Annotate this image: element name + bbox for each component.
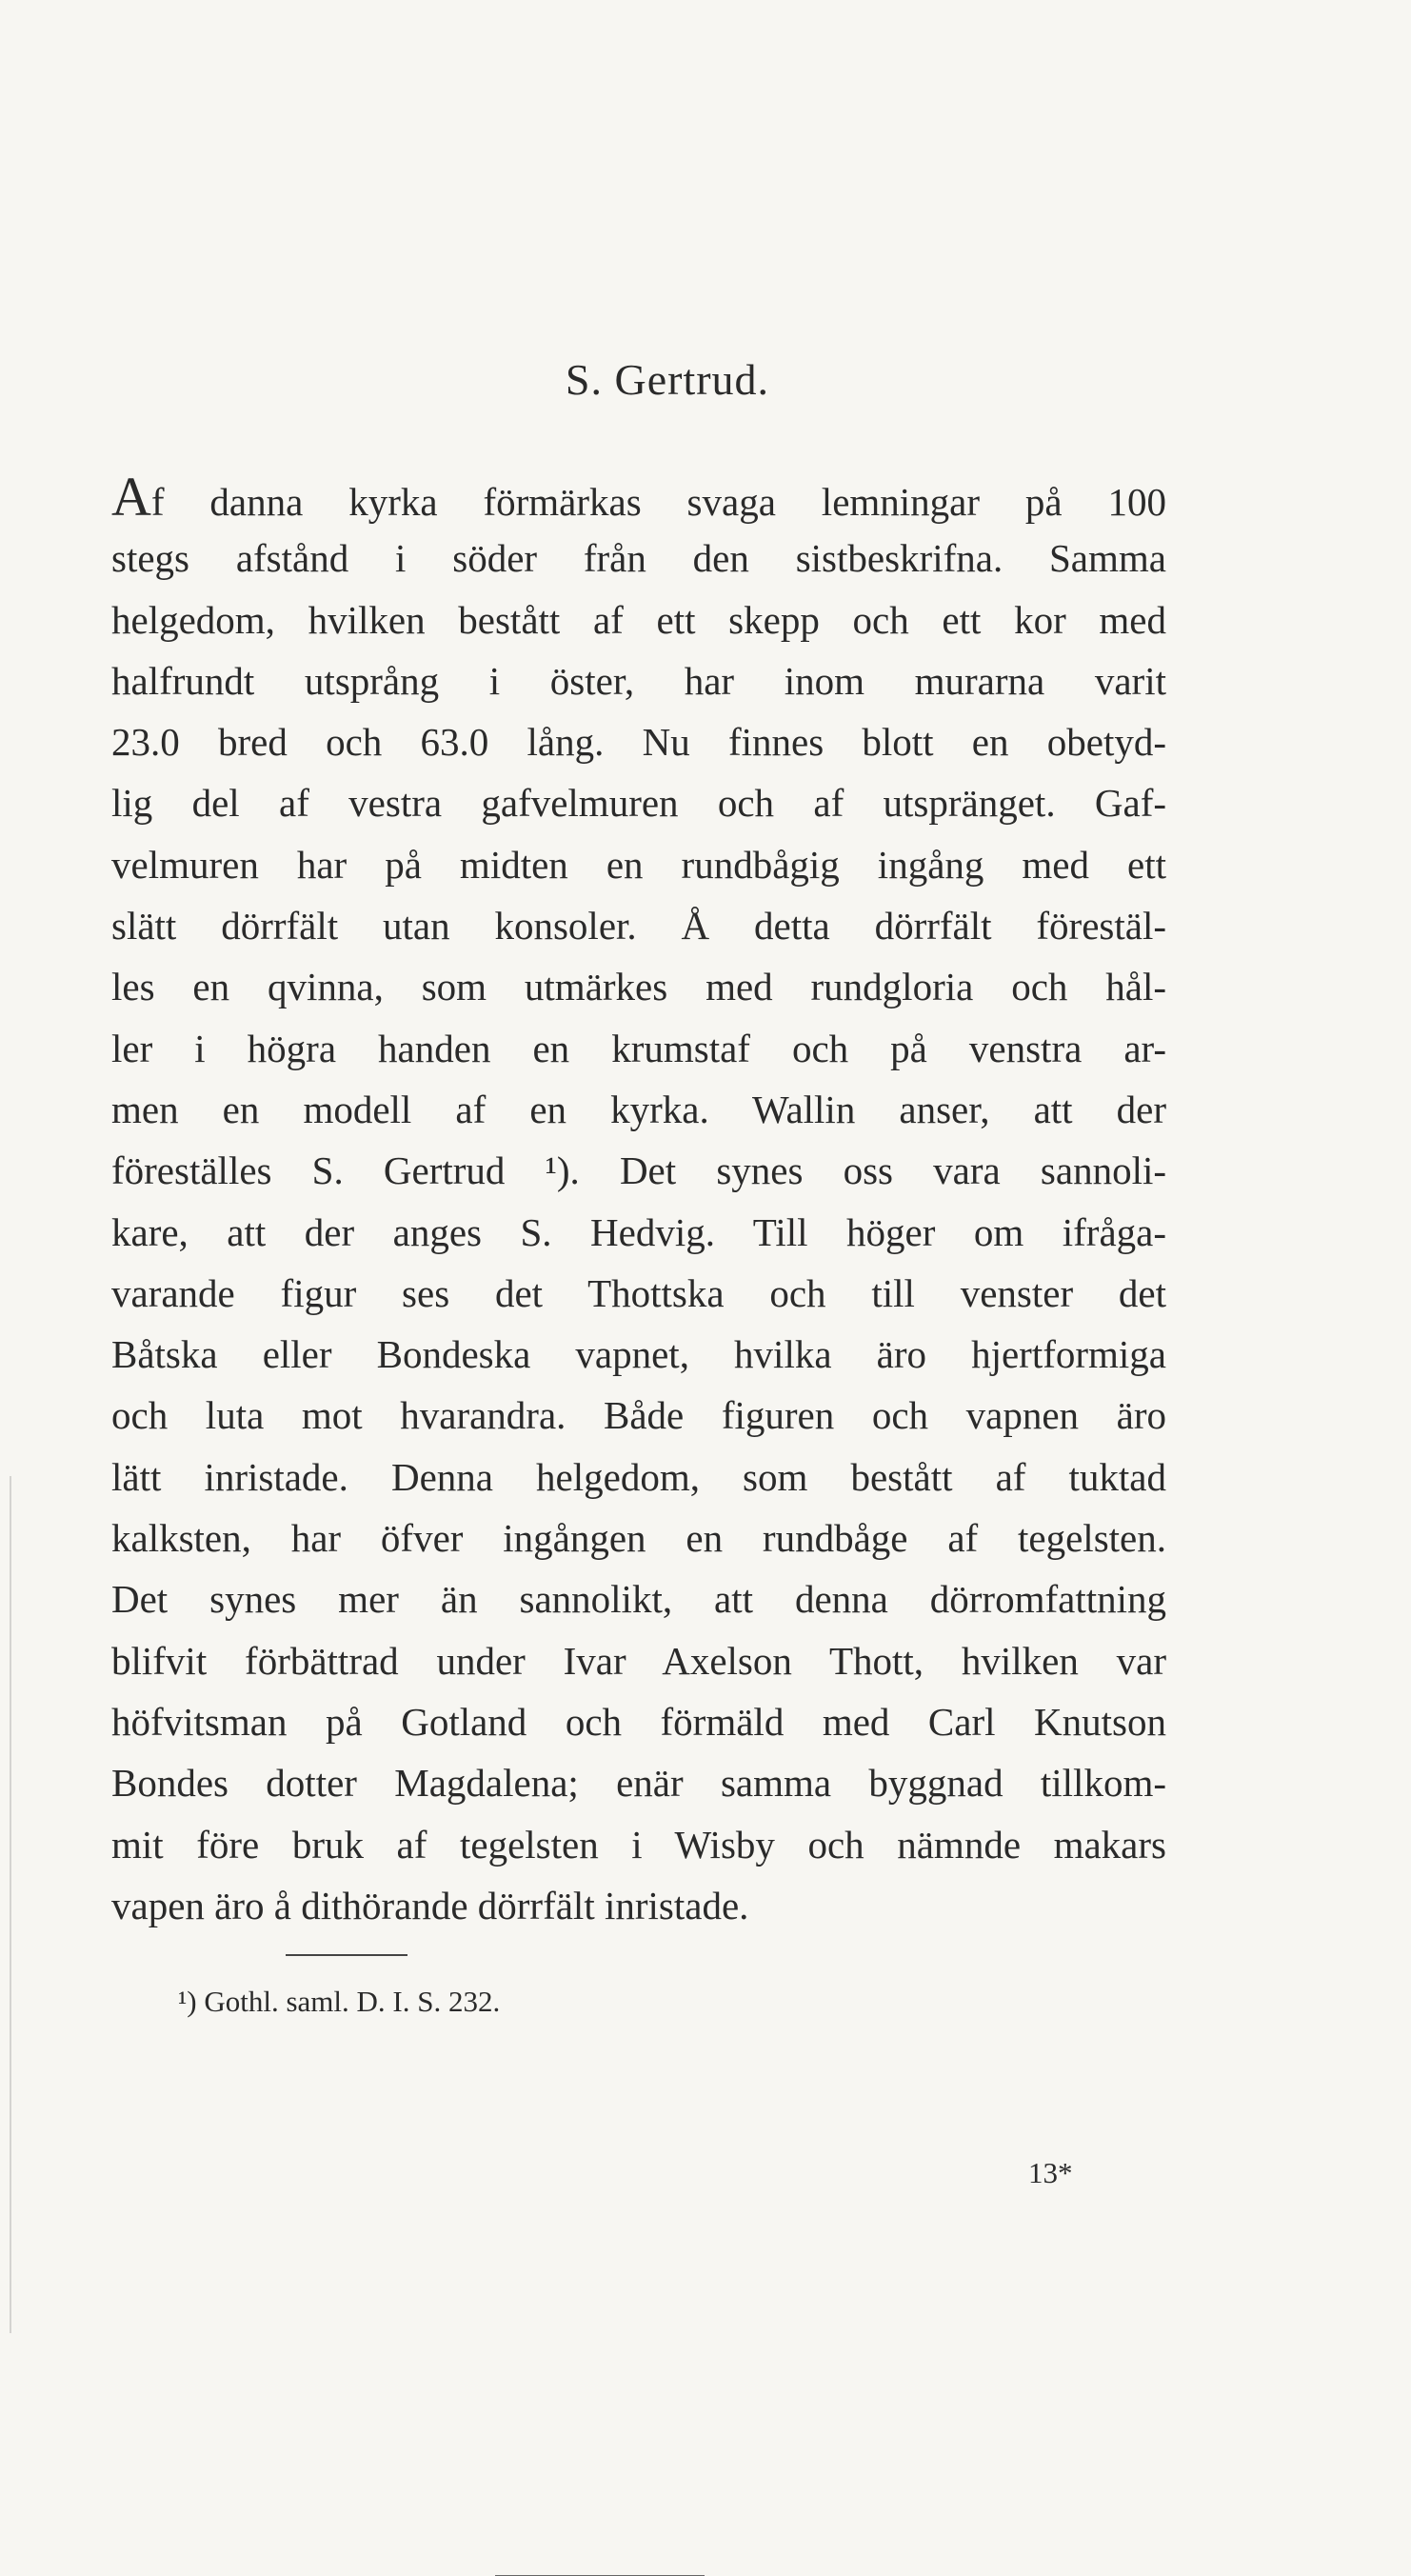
text-line-21: höfvitsman på Gotland och förmäld med Carl Knutson [111,1699,1166,1744]
text-line-5: 23.0 bred och 63.0 lång. Nu finnes blott en obetyd- [111,720,1166,765]
text-line-12: föreställes S. Gertrud ¹). Det synes oss vara sannoli- [111,1148,1166,1193]
line-1-text: f danna kyrka förmärkas svaga lemningar på 100 [150,480,1166,524]
text-line-23: mit före bruk af tegelsten i Wisby och nämnde makars [111,1822,1166,1867]
signature-mark: 13* [1028,2156,1073,2189]
text-line-16: och luta mot hvarandra. Både figuren och vapnen äro [111,1393,1166,1438]
text-line-9: les en qvinna, som utmärkes med rundgloria och hål- [111,965,1166,1009]
body-text [111,467,1166,1936]
text-line-18: kalksten, har öfver ingången en rundbåge af tegelsten. [111,1516,1166,1561]
text-line-7: velmuren har på midten en rundbågig ingång med ett [111,842,1166,887]
page-title: S. Gertrud. [565,355,770,404]
page-edge-shadow [10,1476,11,2333]
text-line-20: blifvit förbättrad under Ivar Axelson Thott, hvilken var [111,1638,1166,1683]
text-line-22: Bondes dotter Magdalena; enär samma byggnad tillkom- [111,1761,1166,1806]
text-line-8: slätt dörrfält utan konsoler. Å detta dörrfält förestäl- [111,904,1166,949]
text-line-17: lätt inristade. Denna helgedom, som bestått af tuktad [111,1454,1166,1499]
footnote: ¹) Gothl. saml. D. I. S. 232. [178,1985,501,2018]
text-line-19: Det synes mer än sannolikt, att denna dörromfattning [111,1577,1166,1622]
text-line-2: stegs afstånd i söder från den sistbeskrifna. Samma [111,536,1166,581]
drop-initial: A [111,466,151,528]
text-line-1 [111,467,1166,528]
text-line-11: men en modell af en kyrka. Wallin anser, att der [111,1087,1166,1131]
text-line-24: vapen äro å dithörande dörrfält inristade. [111,1883,749,1927]
text-line-4: halfrundt utsprång i öster, har inom murarna varit [111,658,1166,703]
text-line-13: kare, att der anges S. Hedvig. Till höger om ifråga- [111,1209,1166,1254]
text-line-3: helgedom, hvilken bestått af ett skepp och ett kor med [111,597,1166,642]
text-line-6: lig del af vestra gafvelmuren och af utspränget. Gaf- [111,781,1166,826]
text-line-10: ler i högra handen en krumstaf och på venstra ar- [111,1026,1166,1070]
show-through-text [95,86,1190,147]
text-line-15: Båtska eller Bondeska vapnet, hvilka äro hjertformiga [111,1332,1166,1377]
footnote-rule [286,1954,407,1956]
text-line-14: varande figur ses det Thottska och till venster det [111,1270,1166,1315]
